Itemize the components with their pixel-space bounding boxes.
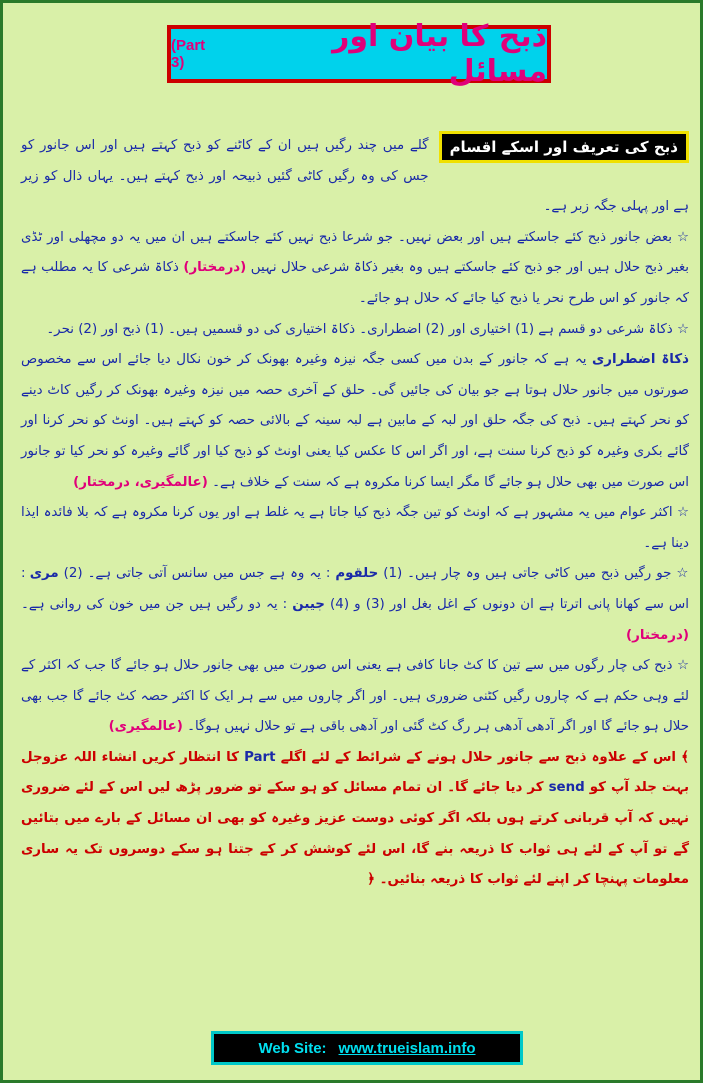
term-jiban: جیبن (292, 596, 325, 612)
definition-text: گلے میں چند رگیں ہیں ان کے کاٹنے کو ذبح کہتے ہیں اور اس جانور کو جس کی وہ رگیں کاٹی گئیں ذبیحہ اور ذبح کہتے ہیں۔ یہاں ذال کو زیر ہے اور پہلی جگہ زبر ہے۔ (21, 138, 689, 215)
types-text: ☆ ذکاۃ شرعی دو قسم ہے (1) اختیاری اور (2) اضطراری۔ ذکاۃ اختیاری کی دو قسمیں ہیں۔ (1) ذبح اور (2) نحر۔ (46, 321, 689, 337)
paragraph-types (21, 315, 689, 346)
veins-text-d: : یہ دو رگیں ہیں جن میں خون کی روانی ہے۔ (21, 596, 288, 612)
note-text-b: کا انتظار کریں انشاء اللہ عزوجل بہت جلد آپ کو (21, 749, 689, 796)
title-banner (167, 19, 551, 89)
paragraph-note (21, 743, 689, 896)
note-text-c: کر دیا جائے گا۔ ان تمام مسائل کو ہو سکے تو ضرور پڑھ لیں اس کے لئے ضروری نہیں کہ آپ قربانی کرتے ہوں بلکہ اگر کوئی دوست عزیز وغیرہ کو بھی ان مسائل کے بارے میں بتائیں گے تو آپ کے لئے ہی ثواب کا ذریعہ بنے گا، اس لئے کوشش کر کے جتنا ہو سکے دوسروں تک یہ ساری معلومات پہنچا کر اپنے لئے ثواب کا ذریعہ بنائیں۔ ﴿ (21, 780, 689, 888)
section-heading: ذبح کی تعریف اور اسکے اقسام (439, 131, 689, 163)
idtirari-text: یہ ہے کہ جانور کے بدن میں کسی جگہ نیزہ وغیرہ بھونک کر خون نکال دیا جائے اس سے مخصوص صورتوں میں جانور حلال ہوتا ہے جو بیان کی جائیں گی۔ حلق کے آخری حصہ میں نیزہ وغیرہ بھونک کر رگیں کاٹ دینے کو نحر کہتے ہیں۔ ذبح کی جگہ حلق اور لبہ کے مابین ہے لبہ سینہ کے بالائی حصہ کو کہتے ہیں۔ اونٹ کو نحر کرنا اور گائے بکری وغیرہ کو ذبح کرنا سنت ہے، اور اگر اس کا عکس کیا یعنی اونٹ کو ذبح کیا اور گائے وغیرہ کو نحر کیا تو جانور اس صورت میں بھی حلال ہو جائے گا مگر ایسا کرنا مکروہ ہے کہ سنت کے خلاف ہے۔ (21, 352, 689, 490)
note-send-word: send (548, 780, 585, 796)
camel-text: ☆ اکثر عوام میں یہ مشہور ہے کہ اونٹ کو تین جگہ ذبح کیا جاتا ہے یہ غلط ہے اور یوں کرنا مکروہ ہے کہ بلا فائدہ ایذا دینا ہے۔ (21, 505, 689, 551)
paragraph-idtirari (21, 345, 689, 498)
website-link[interactable]: www.trueislam.info (338, 1039, 476, 1057)
article-body (21, 131, 689, 896)
three-veins-text: ☆ ذبح کی چار رگوں میں سے تین کا کٹ جانا کافی ہے یعنی اس صورت میں بھی جانور حلال ہو جائے گا جب کہ اکثر کے لئے وہی حکم ہے کہ چاروں رگیں کٹنی ضروری ہیں۔ اور اگر چاروں میں سے ہر ایک کا اکثر حصہ کٹ جائے گا جب بھی حلال ہو جائے گا اور اگر آدھی آدھی ہر رگ کٹ گئی اور آدھی باقی ہے تو حلال نہیں ہوگا۔ (21, 658, 689, 735)
paragraph-definition (21, 131, 689, 223)
paragraph-three-veins (21, 651, 689, 743)
part-label: (Part 3) (171, 37, 206, 71)
veins-text-b: : یہ وہ ہے جس میں سانس آتی جاتی ہے۔ (2) (63, 566, 331, 582)
veins-text-c: : اس سے کھانا پانی اترتا ہے ان دونوں کے اغل بغل اور (3) و (4) (21, 566, 689, 612)
note-text-a: ﴾ اس کے علاوہ ذبح سے جانور حلال ہونے کے شرائط کے لئے اگلے (280, 749, 689, 765)
website-footer (211, 1031, 523, 1065)
reference-alamgiri-durr: (عالمگیری، درمختار) (73, 474, 208, 490)
page-title: ذبح کا بیان اور مسائل (332, 19, 547, 89)
website-label: Web Site: (258, 1039, 327, 1057)
paragraph-camel (21, 498, 689, 559)
note-part-word: Part (244, 749, 276, 765)
term-halqoom: حلقوم (335, 566, 379, 582)
term-idtirari: ذکاۃ اضطراری (592, 352, 689, 368)
reference-alamgiri: (عالمگیری) (108, 719, 183, 735)
permissible-text-b: ذکاۃ شرعی کا یہ مطلب ہے کہ جانور کو اس طرح نحر یا ذبح کیا جائے کہ حلال ہو جائے۔ (21, 260, 689, 306)
permissible-text-a: ☆ بعض جانور ذبح کئے جاسکتے ہیں اور بعض نہیں۔ جو شرعا ذبح نہیں کئے جاسکتے ہیں ان میں یہ دو مچھلی اور ٹڈی بغیر ذبح حلال ہیں اور جو ذبح کئے جاسکتے ہیں وہ بغیر ذکاۃ شرعی حلال نہیں (21, 229, 690, 276)
reference-durr-mukhtar: (درمختار) (183, 260, 247, 276)
paragraph-veins (21, 559, 689, 651)
term-mari: مری (29, 566, 59, 582)
reference-durr-mukhtar-2: (درمختار) (626, 627, 689, 643)
paragraph-permissible (21, 223, 689, 315)
veins-text-a: ☆ جو رگیں ذبح میں کاٹی جاتی ہیں وہ چار ہیں۔ (1) (383, 566, 690, 582)
